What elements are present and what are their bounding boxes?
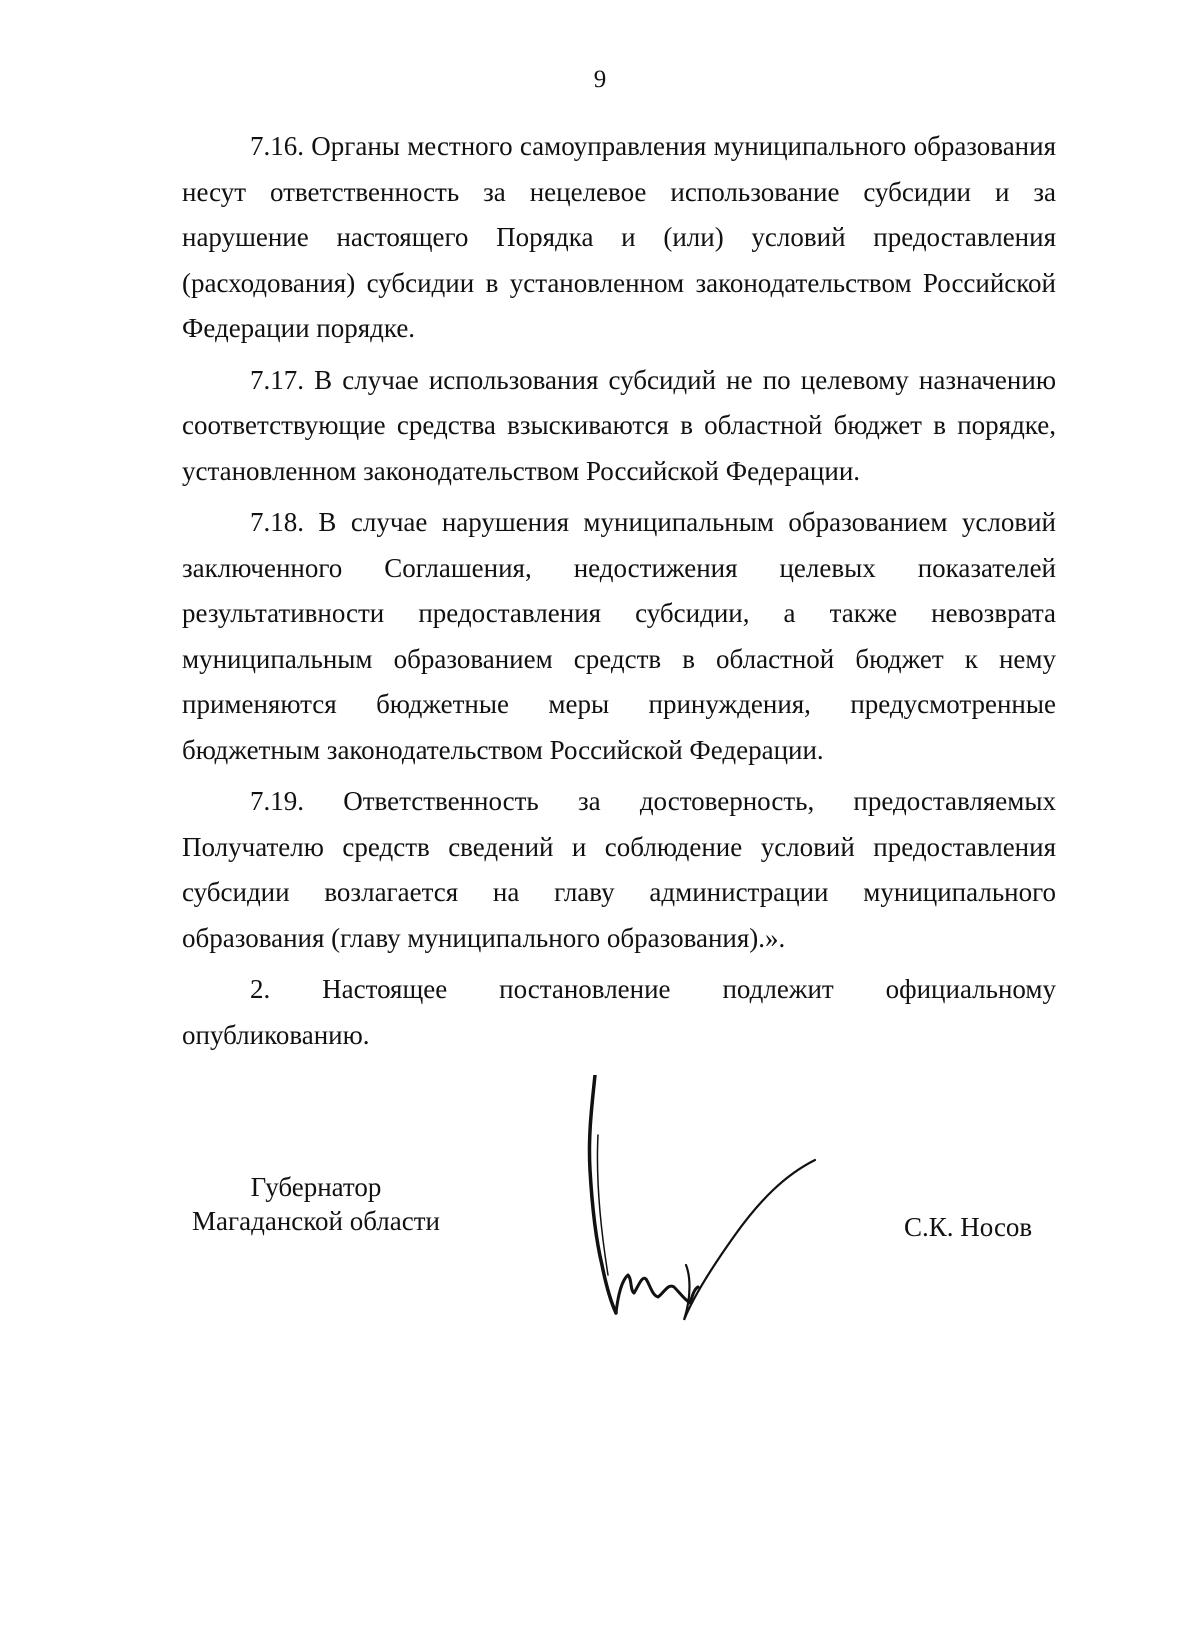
position-line-region: Магаданской области — [192, 1206, 440, 1236]
paragraph-7-18: 7.18. В случае нарушения муниципальным образованием условий заключенного Соглашения, недостижения целевых показателей результативности предоставления субсидии, а также невозврата муниципальным образованием средств в областной бюджет к нему применяются бюджетные меры принуждения, предусмотренные бюджетным законодательством Российской Федерации. — [182, 507, 1056, 765]
paragraph-7-19: 7.19. Ответственность за достоверность, предоставляемых Получателю средств сведений и соблюдение условий предоставления субсидии возлагается на главу администрации муниципального образования (главу муниципального образования).». — [182, 786, 1056, 953]
document-body — [182, 124, 1056, 1064]
paragraph-2-publication: 2. Настоящее постановление подлежит официальному опубликованию. — [182, 974, 1056, 1050]
signer-name: С.К. Носов — [904, 1212, 1033, 1242]
paragraph-7-16: 7.16. Органы местного самоуправления муниципального образования несут ответственность за нецелевое использование субсидии и за нарушение настоящего Порядка и (или) условий предоставления (расходования) субсидии в установленном законодательством Российской Федерации порядке. — [182, 131, 1056, 343]
paragraph-7-17: 7.17. В случае использования субсидий не по целевому назначению соответствующие средства взыскиваются в областной бюджет в порядке, установленном законодательством Российской Федерации. — [182, 364, 1056, 486]
page-number: 9 — [593, 66, 607, 93]
position-line-governor: Губернатор — [250, 1172, 382, 1202]
signature-block — [0, 1170, 1200, 1370]
signer-position — [186, 1170, 446, 1238]
